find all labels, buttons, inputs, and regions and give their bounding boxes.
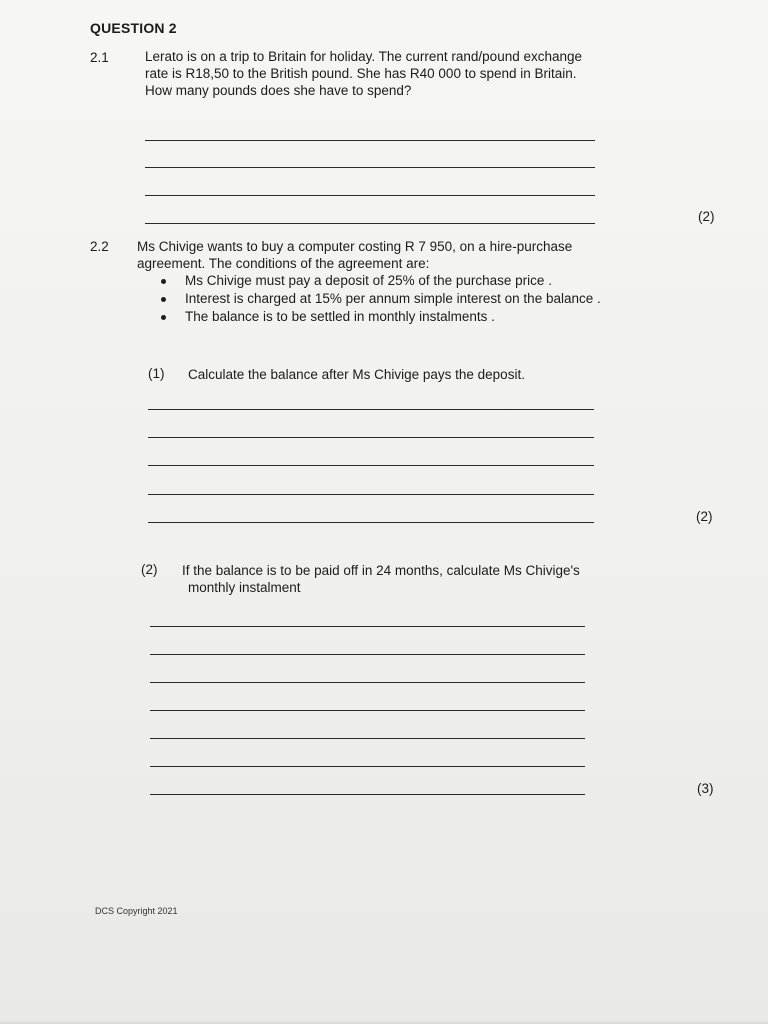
answer-line[interactable]	[145, 167, 595, 168]
answer-line[interactable]	[148, 494, 594, 495]
condition-item: Ms Chivige must pay a deposit of 25% of the purchase price .	[185, 273, 552, 288]
question-number-2-2: 2.2	[90, 239, 109, 254]
answer-line[interactable]	[148, 437, 594, 438]
question-2-1-line: rate is R18,50 to the British pound. She has R40 000 to spend in Britain.	[145, 66, 577, 81]
condition-item: The balance is to be settled in monthly instalments .	[185, 309, 495, 324]
part-number-2: (2)	[141, 562, 158, 577]
part-1-text: Calculate the balance after Ms Chivige pays the deposit.	[188, 367, 525, 382]
page-edge-shadow	[0, 1020, 768, 1024]
answer-line[interactable]	[148, 409, 594, 410]
answer-line[interactable]	[145, 223, 595, 224]
question-2-1-line: Lerato is on a trip to Britain for holiday. The current rand/pound exchange	[145, 49, 583, 64]
marks-2-1: (2)	[698, 209, 715, 224]
question-2-1-text	[145, 48, 582, 99]
marks-2-2-2: (3)	[697, 781, 714, 796]
question-2-1-line: How many pounds does she have to spend?	[145, 83, 412, 98]
answer-line[interactable]	[148, 465, 594, 466]
answer-line[interactable]	[150, 654, 585, 655]
condition-item: Interest is charged at 15% per annum simple interest on the balance .	[185, 291, 601, 306]
question-2-2-intro	[137, 238, 572, 272]
question-2-2-intro-line: agreement. The conditions of the agreement are:	[137, 256, 430, 271]
answer-line[interactable]	[148, 522, 594, 523]
part-number-1: (1)	[148, 366, 165, 381]
part-2-line: If the balance is to be paid off in 24 months, calculate Ms Chivige's	[182, 563, 580, 578]
part-2-text	[182, 562, 580, 596]
copyright-footer: DCS Copyright 2021	[95, 906, 178, 916]
question-heading: QUESTION 2	[90, 20, 177, 36]
answer-line[interactable]	[145, 140, 595, 141]
question-number-2-1: 2.1	[90, 50, 109, 65]
marks-2-2-1: (2)	[696, 509, 713, 524]
part-2-line: monthly instalment	[188, 580, 301, 595]
answer-line[interactable]	[150, 626, 585, 627]
answer-line[interactable]	[150, 682, 585, 683]
bullet-icon	[161, 279, 166, 284]
answer-line[interactable]	[150, 766, 585, 767]
bullet-icon	[161, 315, 166, 320]
question-2-2-intro-line: Ms Chivige wants to buy a computer costing R 7 950, on a hire-purchase	[137, 239, 573, 254]
answer-line[interactable]	[150, 710, 585, 711]
answer-line[interactable]	[150, 794, 585, 795]
answer-line[interactable]	[145, 195, 595, 196]
answer-line[interactable]	[150, 738, 585, 739]
bullet-icon	[161, 297, 166, 302]
